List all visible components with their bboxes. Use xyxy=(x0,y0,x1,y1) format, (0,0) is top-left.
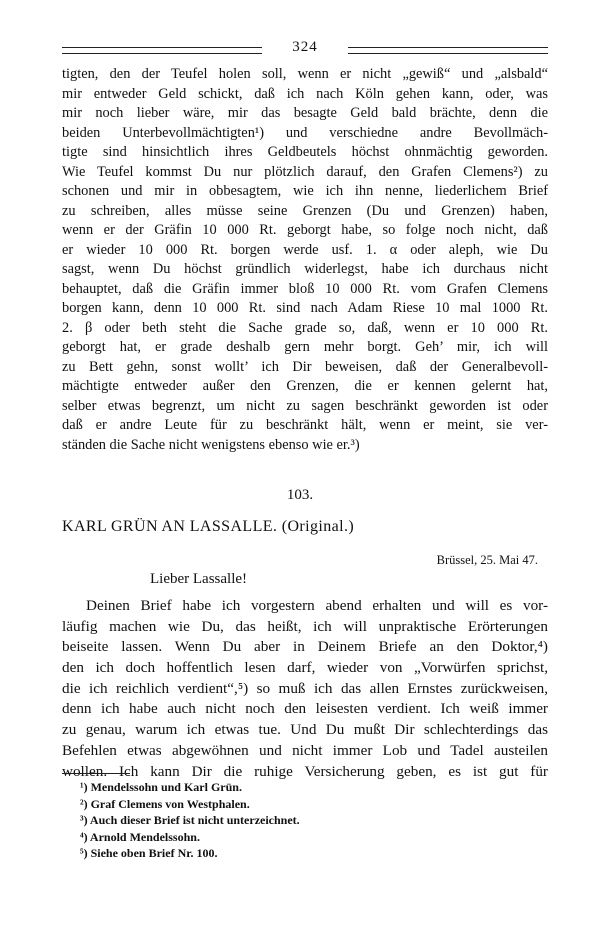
text-line: borgen kann, denn 10 000 Rt. sind nach Adam Riese 10 mal 1000 Rt. xyxy=(62,300,548,316)
text-line: zu genau, warum ich etwas tue. Und Du mußt Dir schlechterdings das xyxy=(62,721,548,739)
text-line: behauptet, daß die Gräfin immer bloß 10 000 Rt. vom Grafen Clemens xyxy=(62,280,548,297)
footnote: ⁴) Arnold Mendelssohn. xyxy=(80,829,200,844)
letter-place-date: Brüssel, 25. Mai 47. xyxy=(436,553,538,567)
footnote: ³) Auch dieser Brief ist nicht unterzeichnet. xyxy=(80,813,300,827)
text-line: zu Bett gehn, sonst wollt’ ich Dir beweisen, daß der Generalbevoll- xyxy=(62,358,548,375)
text-line: denn ich habe auch nicht noch den leisesten verdient. Ich weiß immer xyxy=(62,700,548,718)
text-line: tigten, den der Teufel holen soll, wenn er nicht „gewiß“ und „alsbald“ xyxy=(62,66,548,82)
page-header xyxy=(62,40,548,60)
footnote: ²) Graf Clemens von Westphalen. xyxy=(80,796,250,811)
footnote-rule xyxy=(62,773,130,774)
text-line: Wie Teufel kommst Du nur plötzlich darauf, den Grafen Clemens²) zu xyxy=(62,163,548,180)
text-line: mächtigte entweder außer den Grenzen, die er kennen gelernt hat, xyxy=(62,378,548,394)
text-line: beiden Unterbevollmächtigten¹) und verschiedne andre Bevollmäch- xyxy=(62,124,548,141)
letter-number: 103. xyxy=(286,487,314,503)
letter-body xyxy=(62,596,548,782)
letter-heading: KARL GRÜN AN LASSALLE. (Original.) xyxy=(62,518,355,535)
text-line: mir entweder Geld schickt, daß ich nach Köln gehen kann, oder, was xyxy=(62,85,548,102)
footnote: ¹) Mendelssohn und Karl Grün. xyxy=(80,780,242,794)
text-line: er wieder 10 000 Rt. borgen werde usf. 1. α oder aleph, wie Du xyxy=(62,241,548,258)
text-line: geborgt hat, er grade deshalb gern mehr borgt. Geh’ mir, ich will xyxy=(62,339,548,355)
footnotes xyxy=(80,779,300,862)
text-line: daß er andre Leute für zu beschränkt hält, wenn er meint, sie ver- xyxy=(62,417,548,433)
text-line: beiseite lassen. Wenn Du aber in Deinem Briefe an den Doktor,⁴) xyxy=(62,638,548,656)
text-line: läufig machen wie Du, das heißt, ich will unpraktische Erörterungen xyxy=(62,617,548,635)
text-line: schonen und mir in obbesagtem, wie ich ihn nenne, liederlichem Brief xyxy=(62,183,548,199)
text-line: die ich reichlich verdient“,⁵) so muß ich das allen Ernstes zurückweisen, xyxy=(62,679,548,697)
text-line: mir noch lieber wäre, mir das besagte Geld bald brächte, denn die xyxy=(62,105,548,121)
continued-letter-text xyxy=(62,65,548,455)
text-line: wollen. Ich kann Dir die ruhige Versicherung geben, es ist gut für xyxy=(62,762,548,780)
text-line: wenn er der Gräfin 10 000 Rt. geborgt habe, so folge noch nicht, daß xyxy=(62,222,548,238)
text-line: den ich doch hoffentlich lesen darf, wieder von „Vorwürfen sprichst, xyxy=(62,659,548,677)
text-line: tigte sind hinsichtlich ihres Geldbeutels höchst ohnmächtig geworden. xyxy=(62,144,548,160)
text-line: Deinen Brief habe ich vorgestern abend erhalten und will es vor- xyxy=(86,597,548,614)
footnote: ⁵) Siehe oben Brief Nr. 100. xyxy=(80,846,218,860)
text-line: ständen die Sache nicht wenigstens ebenso wie er.³) xyxy=(62,436,360,453)
letter-salutation: Lieber Lassalle! xyxy=(150,571,248,587)
header-rule-right xyxy=(348,47,548,54)
text-line: zu schreiben, alles müsse seine Grenzen (Du und Grenzen) haben, xyxy=(62,202,548,219)
text-line: Befehlen etwas abgewöhnen und nicht immer Lob und Tadel austeilen xyxy=(62,741,548,759)
text-line: selber etwas begrenzt, um nicht zu sagen beschränkt geworden ist oder xyxy=(62,397,548,414)
text-line: 2. β oder beth steht die Sache grade so, daß, wenn er 10 000 Rt. xyxy=(62,319,548,336)
text-line: sagst, wenn Du höchst gründlich widerlegst, habe ich durchaus nicht xyxy=(62,261,548,277)
page-number: 324 xyxy=(292,39,318,55)
